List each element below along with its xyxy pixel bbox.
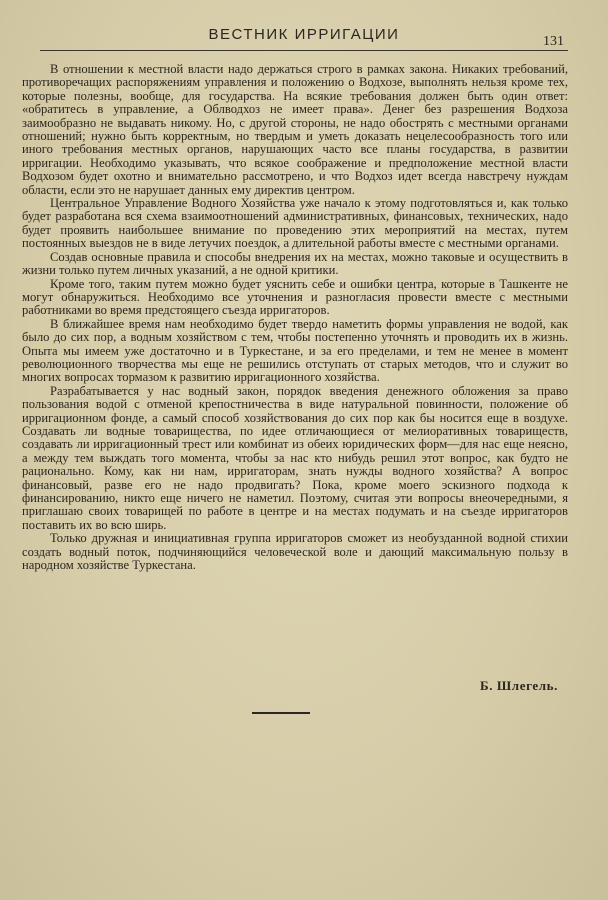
paragraph: В ближайшее время нам необходимо будет твердо наметить формы управления не водой, как было до сих пор, а водным хозяйством с тем, чтобы постепенно уточнять и проводить их в жизнь. Опыта мы имеем уже достаточно и в Туркестане, и за его пределами, и тем не менее в момент революционного творчества мы еще не решились отступать от старых методов, что и служит во многих вопросах тормазом к развитию ирригационного хозяйства.: [22, 316, 568, 385]
header-rule: [40, 50, 568, 51]
paragraph: В отношении к местной власти надо держаться строго в рамках закона. Никаких требований, противоречащих распоряжениям управления и положению о Водхозе, выполнять нельзя кроме тех, которые полезны, вообще, для государства. На всякие требования должен быть один ответ: «обратитесь в управление, а Облводхоз не имеет права». Денег без разрешения Водхоза заимообразно не выдавать никому. Но, с другой стороны, не надо обострять с местными органами отношений; нужно быть корректным, но твердым и уметь доказать нецелесообразность того или иного требования местных органов, нарушающих часто все планы государства, в развитии ирригации. Необходимо указывать, что всякое соображение и предположение местной власти Водхозом будет охотно и внимательно рассмотрено, и что Водхоз идет всегда навстречу нуждам области, если это не нарушает данных ему директив центром.: [22, 62, 568, 197]
running-header-title: ВЕСТНИК ИРРИГАЦИИ: [208, 26, 400, 43]
article-body: [22, 63, 568, 572]
paragraph: Разрабатывается у нас водный закон, порядок введения денежного обложения за право пользования водой с отменой крепостничества в виде натуральной повинности, положение об ирригационном фонде, а самый способ хозяйствования до сих пор как бы носится еще в воздухе. Создавать ли водные товарищества, по идее отличающиеся от мелиоративных товариществ, создавать ли ирригационный трест или комбинат из обеих юридических форм—для нас еще неясно, а между тем выждать того момента, чтобы за нас кто нибудь решил этот вопрос, как будто не рационально. Кому, как ни нам, ирригаторам, знать нужды водного хозяйства? А вопрос финансовый, разве его не надо продвигать? Пока, кроме моего эскизного подхода к финансированию, никто еще ничего не наметил. Поэтому, считая эти вопросы внеочередными, я приглашаю своих товарищей по работе в центре и на местах подумать и на съезде ирригаторов поставить их во всю ширь.: [22, 383, 568, 532]
author-signature: Б. Шлегель.: [480, 678, 558, 693]
page-number: 131: [543, 34, 564, 49]
paragraph: Кроме того, таким путем можно будет уяснить себе и ошибки центра, которые в Ташкенте не могут обнаружиться. Необходимо все уточнения и разногласия провести вместе с местными работниками во время предстоящего съезда ирригаторов.: [22, 276, 568, 318]
paragraph: Центральное Управление Водного Хозяйства уже начало к этому подготовляться и, как только будет разработана вся схема взаимоотношений административных, финансовых, технических, надо будет проявить наибольшее внимание по проведению этих мероприятий на местах, путем постоянных выездов не в виде летучих поездок, а длительной работы вместе с местными органами.: [22, 196, 568, 251]
end-rule: [252, 712, 310, 714]
paragraph: Создав основные правила и способы внедрения их на местах, можно таковые и осуществить в жизни только путем личных указаний, а не одной критики.: [22, 249, 568, 278]
paragraph: Только дружная и инициативная группа ирригаторов сможет из необузданной водной стихии создать водный поток, подчиняющийся человеческой воле и дающий максимальную пользу в народном хозяйстве Туркестана.: [22, 531, 568, 573]
